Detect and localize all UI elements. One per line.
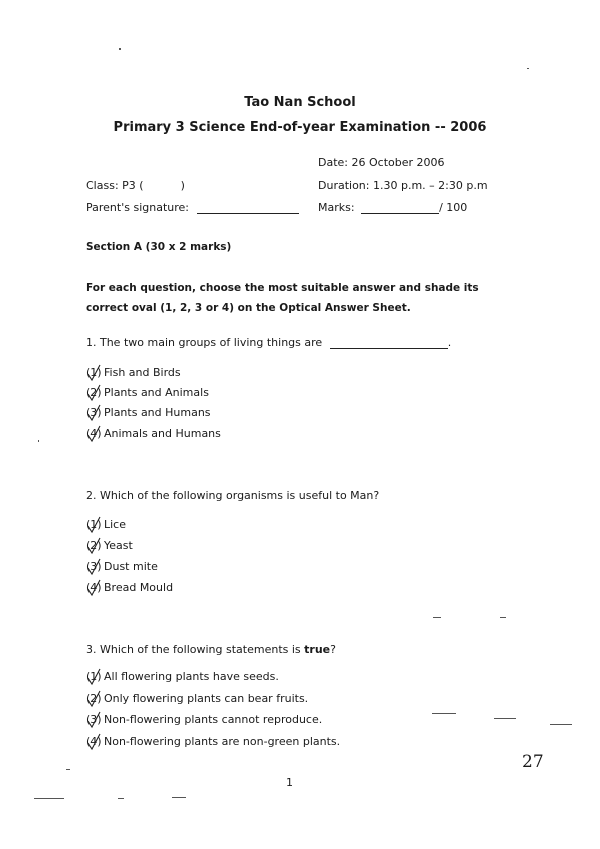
option-text: Yeast [104, 539, 133, 552]
tick-mark [88, 426, 100, 441]
scan-speck [119, 48, 121, 50]
question-2-text: 2. Which of the following organisms is useful to Man? [86, 489, 380, 502]
option-text: Fish and Birds [104, 366, 181, 379]
tick-mark [88, 405, 100, 420]
option-text: Only flowering plants can bear fruits. [104, 692, 309, 705]
option-text: Bread Mould [104, 581, 174, 594]
option-number: (4) [86, 581, 102, 594]
handwritten-score: 27 [522, 752, 544, 772]
option-number: (2) [86, 539, 102, 552]
scan-speck [527, 68, 529, 69]
question-3-emphasis: true [304, 643, 331, 656]
tick-mark [88, 365, 100, 380]
option-text: Plants and Humans [104, 406, 211, 419]
option-text: Non-flowering plants are non-green plants. [104, 735, 341, 748]
option-text: Animals and Humans [104, 427, 221, 440]
question-3-text: 3. Which of the following statements is [86, 643, 301, 656]
option-text: All flowering plants have seeds. [104, 670, 279, 683]
scan-speck [172, 797, 186, 798]
tick-mark [88, 385, 100, 400]
scan-speck [38, 440, 39, 442]
tick-mark [88, 691, 100, 706]
option-number: (3) [86, 713, 102, 726]
scan-speck [494, 718, 516, 719]
tick-mark [88, 580, 100, 595]
option-text: Non-flowering plants cannot reproduce. [104, 713, 323, 726]
question-3-trailing: ? [330, 643, 336, 656]
tick-mark [88, 517, 100, 532]
school-name: Tao Nan School [244, 95, 356, 110]
marks-total: / 100 [439, 201, 468, 214]
scan-speck [433, 617, 441, 618]
exam-duration: Duration: 1.30 p.m. – 2:30 p.m [318, 179, 488, 192]
tick-mark [88, 712, 100, 727]
tick-mark [88, 559, 100, 574]
section-title: Section A (30 x 2 marks) [86, 241, 232, 253]
exam-title: Primary 3 Science End-of-year Examination -- 2006 [113, 120, 487, 135]
option-number: (3) [86, 406, 102, 419]
class-close: ) [180, 179, 185, 192]
question-1-text: 1. The two main groups of living things are [86, 336, 323, 349]
instruction-line-2: correct oval (1, 2, 3 or 4) on the Optical Answer Sheet. [86, 302, 411, 314]
parent-signature-label: Parent's signature: [86, 201, 189, 214]
option-number: (4) [86, 735, 102, 748]
page-number: 1 [286, 776, 293, 789]
option-number: (4) [86, 427, 102, 440]
instruction-line-1: For each question, choose the most suitable answer and shade its [86, 282, 479, 294]
scan-speck [34, 798, 64, 799]
scan-speck [118, 798, 124, 799]
tick-mark [88, 669, 100, 684]
marks-label: Marks: [318, 201, 355, 214]
exam-date: Date: 26 October 2006 [318, 156, 445, 169]
option-text: Plants and Animals [104, 386, 209, 399]
scan-speck [432, 713, 456, 714]
option-number: (1) [86, 518, 102, 531]
option-text: Dust mite [104, 560, 158, 573]
option-number: (2) [86, 386, 102, 399]
class-label: Class: P3 ( [86, 179, 144, 192]
option-number: (1) [86, 366, 102, 379]
option-number: (3) [86, 560, 102, 573]
option-text: Lice [104, 518, 126, 531]
scan-speck [550, 724, 572, 725]
scan-speck [500, 617, 506, 618]
option-number: (2) [86, 692, 102, 705]
tick-mark [88, 538, 100, 553]
tick-mark [88, 734, 100, 749]
option-number: (1) [86, 670, 102, 683]
question-1-trailing: . [447, 336, 452, 349]
scan-speck [66, 769, 70, 770]
